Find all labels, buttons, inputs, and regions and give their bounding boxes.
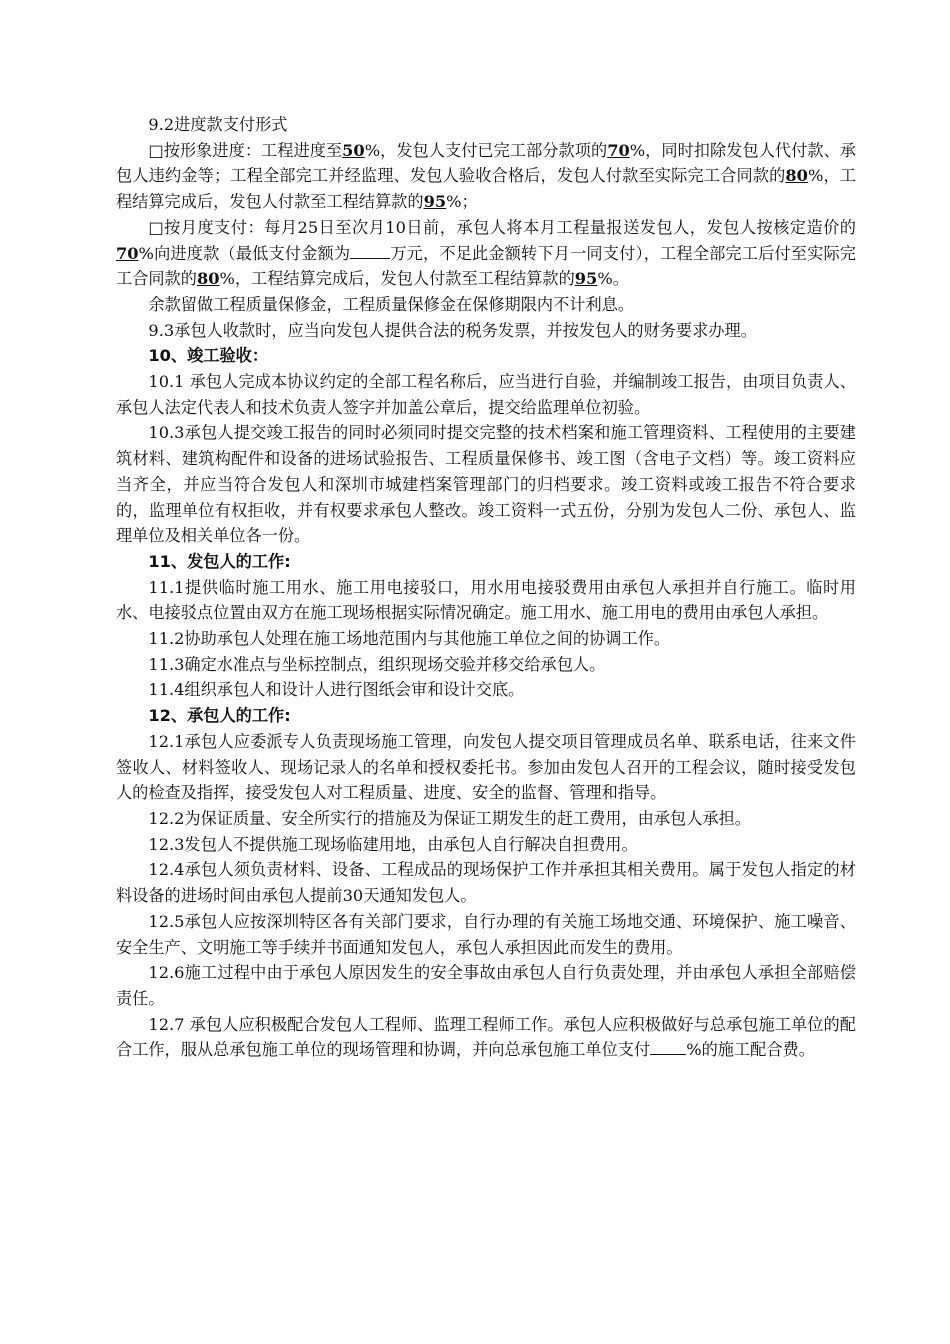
section-12-4: 12.4承包人须负责材料、设备、工程成品的现场保护工作并承担其相关费用。属于发包人指定的材料设备的进场时间由承包人提前30天通知发包人。 xyxy=(116,860,856,906)
section-12-1: 12.1承包人应委派专人负责现场施工管理，向发包人提交项目管理成员名单、联系电话，往来文件签收人、材料签收人、现场记录人的名单和授权委托书。参加由发包人召开的工程会议，随时接受发包人的检查及指挥，接受发包人对工程质量、进度、安全的监督、管理和指导。 xyxy=(116,731,856,803)
section-12-7: 12.7 承包人应积极配合发包人工程师、监理工程师工作。承包人应积极做好与总承包施工单位的配合工作，服从总承包施工单位的现场管理和协调，并向总承包施工单位支付 %的施工配合费。 xyxy=(116,1014,856,1060)
section-9-2-retention: 余款留做工程质量保修金，工程质量保修金在保修期限内不计利息。 xyxy=(148,294,635,314)
section-9-2-option-image-progress: □按形象进度：工程进度至50%，发包人支付已完工部分款项的70%，同时扣除发包人代付款、承包人违约金等；工程全部完工并经监理、发包人验收合格后，发包人付款至实际完工合同款的80%，工程结算完成后，发包人付款至工程结算款的95%； xyxy=(116,140,856,212)
section-11-3: 11.3确定水准点与坐标控制点，组织现场交验并移交给承包人。 xyxy=(148,654,606,674)
section-10-1: 10.1 承包人完成本协议约定的全部工程名称后，应当进行自验，并编制竣工报告，由项目负责人、承包人法定代表人和技术负责人签字并加盖公章后，提交给监理单位初验。 xyxy=(116,372,856,417)
heading-section-11: 11、发包人的工作: xyxy=(148,551,291,571)
section-9-3: 9.3承包人收款时，应当向发包人提供合法的税务发票，并按发包人的财务要求办理。 xyxy=(148,320,757,340)
heading-section-12: 12、承包人的工作: xyxy=(148,706,291,726)
section-11-2: 11.2协助承包人处理在施工场地范围内与其他施工单位之间的协调工作。 xyxy=(148,629,671,649)
section-12-3: 12.3发包人不提供施工现场临建用地，由承包人自行解决自担费用。 xyxy=(148,834,638,854)
section-9-2-title: 9.2进度款支付形式 xyxy=(148,115,288,134)
document-body xyxy=(116,112,856,1063)
section-9-2-option-monthly: □按月度支付：每月25日至次月10日前，承包人将本月工程量报送发包人，发包人按核定造价的70%向进度款（最低支付金额为 万元，不足此金额转下月一同支付），工程全部完工后付至实际完工合同款的80%，工程结算完成后，发包人付款至工程结算款的95%。 xyxy=(116,217,856,289)
section-10-3: 10.3承包人提交竣工报告的同时必须同时提交完整的技术档案和施工管理资料、工程使用的主要建筑材料、建筑构配件和设备的进场试验报告、工程质量保修书、竣工图（含电子文档）等。竣工资料应当齐全，并应当符合发包人和深圳市城建档案管理部门的归档要求。竣工资料或竣工报告不符合要求的，监理单位有权拒收，并有权要求承包人整改。竣工资料一式五份，分别为发包人二份、承包人、监理单位及相关单位各一份。 xyxy=(116,423,856,546)
heading-section-10: 10、竣工验收： xyxy=(148,346,269,366)
section-12-6: 12.6施工过程中由于承包人原因发生的安全事故由承包人自行负责处理，并由承包人承担全部赔偿责任。 xyxy=(116,963,856,1008)
min-payment-blank[interactable] xyxy=(350,244,390,259)
checkbox-image-progress[interactable]: □ xyxy=(148,140,164,160)
coordination-fee-blank[interactable] xyxy=(650,1040,686,1055)
section-11-1: 11.1提供临时施工用水、施工用电接驳口，用水用电接驳费用由承包人承担并自行施工。临时用水、电接驳点位置由双方在施工现场根据实际情况确定。施工用水、施工用电的费用由承包人承担。 xyxy=(116,577,856,623)
section-11-4: 11.4组织承包人和设计人进行图纸会审和设计交底。 xyxy=(148,680,525,700)
section-12-5: 12.5承包人应按深圳特区各有关部门要求，自行办理的有关施工场地交通、环境保护、施工噪音、安全生产、文明施工等手续并书面通知发包人，承包人承担因此而发生的费用。 xyxy=(116,911,856,957)
checkbox-monthly-payment[interactable]: □ xyxy=(148,217,165,237)
section-12-2: 12.2为保证质量、安全所实行的措施及为保证工期发生的赶工费用，由承包人承担。 xyxy=(148,808,751,828)
